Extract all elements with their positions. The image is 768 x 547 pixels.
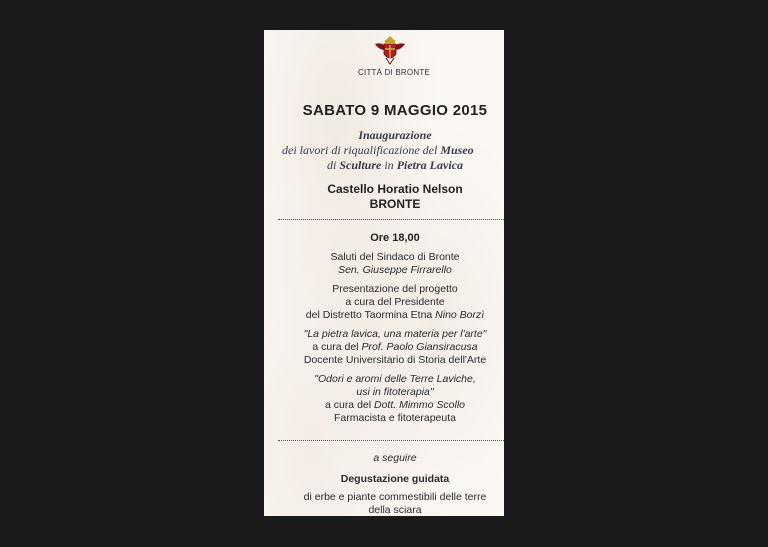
program-item-1-line-1: Saluti del Sindaco di Bronte xyxy=(330,251,460,263)
program-item-4-line-4: Farmacista e fitoterapeuta xyxy=(334,412,456,424)
speaker-name: Dott. Mimmo Scollo xyxy=(374,399,466,411)
invitation-flyer xyxy=(264,30,504,516)
talk-title: "La pietra lavica, una materia per l'arte" xyxy=(303,328,487,340)
subtitle-bold: Museo xyxy=(440,143,474,157)
program-item-4-line-3 xyxy=(264,399,504,411)
program-item-1-line-2 xyxy=(264,264,504,276)
subtitle-line-1 xyxy=(282,143,504,158)
program-item-3-line-2 xyxy=(264,341,504,353)
subtitle-line-2 xyxy=(264,158,504,173)
coat-of-arms-icon xyxy=(373,34,407,66)
tasting-line-1: di erbe e piante commestibili delle terre xyxy=(303,491,487,503)
subtitle-text: di xyxy=(326,158,340,172)
inauguration-title: Inaugurazione xyxy=(358,128,432,142)
talk-title: usi in fitoterapia" xyxy=(356,386,434,398)
program-item-3-line-3: Docente Universitario di Storia dell'Arte xyxy=(303,354,487,366)
dotted-divider xyxy=(278,219,504,220)
talk-title: "Odori e aromi delle Terre Laviche, xyxy=(314,373,476,385)
event-time: Ore 18,00 xyxy=(370,232,420,244)
event-date: SABATO 9 MAGGIO 2015 xyxy=(302,102,488,119)
venue-town: BRONTE xyxy=(369,197,421,211)
program-item-2-line-3 xyxy=(264,309,504,321)
program-text: a cura del xyxy=(324,399,374,411)
program-text: del Distretto Taormina Etna xyxy=(305,309,436,321)
tasting-title: Degustazione guidata xyxy=(340,473,450,485)
program-item-2-line-2: a cura del Presidente xyxy=(345,296,445,308)
subtitle-text: in xyxy=(381,158,397,172)
program-item-3-line-1 xyxy=(264,328,504,340)
tasting-line-2: della sciara xyxy=(368,504,422,516)
program-item-4-line-1 xyxy=(264,373,504,385)
program-item-4-line-2 xyxy=(264,386,504,398)
program-item-2-line-1: Presentazione del progetto xyxy=(332,283,458,295)
city-name: CITTÀ DI BRONTE xyxy=(358,68,430,77)
following-note xyxy=(264,452,504,464)
subtitle-text: dei lavori di riqualificazione del xyxy=(282,143,441,157)
subtitle-bold: Sculture xyxy=(339,158,382,172)
following-text: a seguire xyxy=(373,452,417,464)
program-text: a cura del xyxy=(312,341,362,353)
dotted-divider xyxy=(278,440,504,441)
speaker-name: Nino Borzì xyxy=(435,309,485,321)
venue-name: Castello Horatio Nelson xyxy=(327,182,463,196)
speaker-name: Sen. Giuseppe Firrarello xyxy=(338,264,452,276)
subtitle-bold: Pietra Lavica xyxy=(396,158,463,172)
speaker-name: Prof. Paolo Giansiracusa xyxy=(361,341,478,353)
